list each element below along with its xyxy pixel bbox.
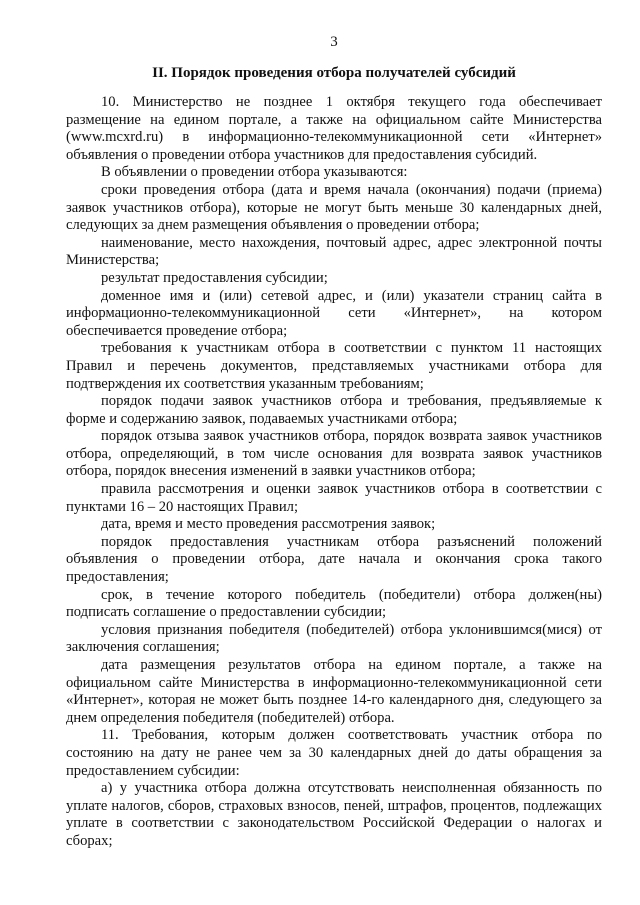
paragraph: правила рассмотрения и оценки заявок участников отбора в соответствии с пунктами 16 – 20 настоящих Правил; xyxy=(66,481,602,515)
paragraph: 10. Министерство не позднее 1 октября текущего года обеспечивает размещение на едином портале, а также на официальном сайте Министерства (www.mcxrd.ru) в информационно-телекоммуникационной сети «Интернет» объявления о проведении отбора участников для предоставления субсидий. xyxy=(66,94,602,163)
paragraph: результат предоставления субсидии; xyxy=(101,269,328,286)
paragraph: требования к участникам отбора в соответствии с пунктом 11 настоящих Правил и перечень документов, представляемых участниками отбора для подтверждения их соответствия указанным требованиям; xyxy=(66,340,602,392)
paragraph: 11. Требования, которым должен соответствовать участник отбора по состоянию на дату не ранее чем за 30 календарных дней до даты обращения за предоставлением субсидии: xyxy=(66,727,602,779)
paragraph: дата размещения результатов отбора на едином портале, а также на официальном сайте Министерства в информационно-телекоммуникационной сети «Интернет», которая не может быть позднее 14-го календарного дня, следующего за днем определения победителя (победителей) отбора. xyxy=(66,657,602,726)
paragraph: наименование, место нахождения, почтовый адрес, адрес электронной почты Министерства; xyxy=(66,234,602,269)
paragraph: порядок предоставления участникам отбора разъяснений положений объявления о проведении отбора, дате начала и окончания срока такого предоставления; xyxy=(66,533,602,586)
page-number: 3 xyxy=(330,34,338,50)
paragraph: а) у участника отбора должна отсутствовать неисполненная обязанность по уплате налогов, сборов, страховых взносов, пеней, штрафов, процентов, подлежащих уплате в соответствии с законодательством Российской Федерации о налогах и сборах; xyxy=(66,780,602,849)
paragraph: порядок подачи заявок участников отбора и требования, предъявляемые к форме и содержанию заявок, подаваемых участниками отбора; xyxy=(66,393,602,427)
paragraph: В объявлении о проведении отбора указываются: xyxy=(101,164,408,181)
document-body xyxy=(66,94,602,851)
paragraph: срок, в течение которого победитель (победители) отбора должен(ны) подписать соглашение о предоставлении субсидии; xyxy=(66,586,602,621)
section-title: II. Порядок проведения отбора получателей субсидий xyxy=(152,65,516,81)
paragraph: условия признания победителя (победителей) отбора уклонившимся(мися) от заключения соглашения; xyxy=(66,621,602,656)
paragraph: порядок отзыва заявок участников отбора, порядок возврата заявок участников отбора, определяющий, в том числе основания для возврата заявок участников отбора, порядок внесения изменений в заявки участников отбора; xyxy=(66,428,602,480)
paragraph: доменное имя и (или) сетевой адрес, и (или) указатели страниц сайта в информационно-телекоммуникационной сети «Интернет», на котором обеспечивается проведение отбора; xyxy=(66,287,602,339)
paragraph: дата, время и место проведения рассмотрения заявок; xyxy=(101,516,436,533)
paragraph: сроки проведения отбора (дата и время начала (окончания) подачи (приема) заявок участников отбора), которые не могут быть меньше 30 календарных дней, следующих за днем размещения объявления о проведении отбора; xyxy=(66,181,602,234)
